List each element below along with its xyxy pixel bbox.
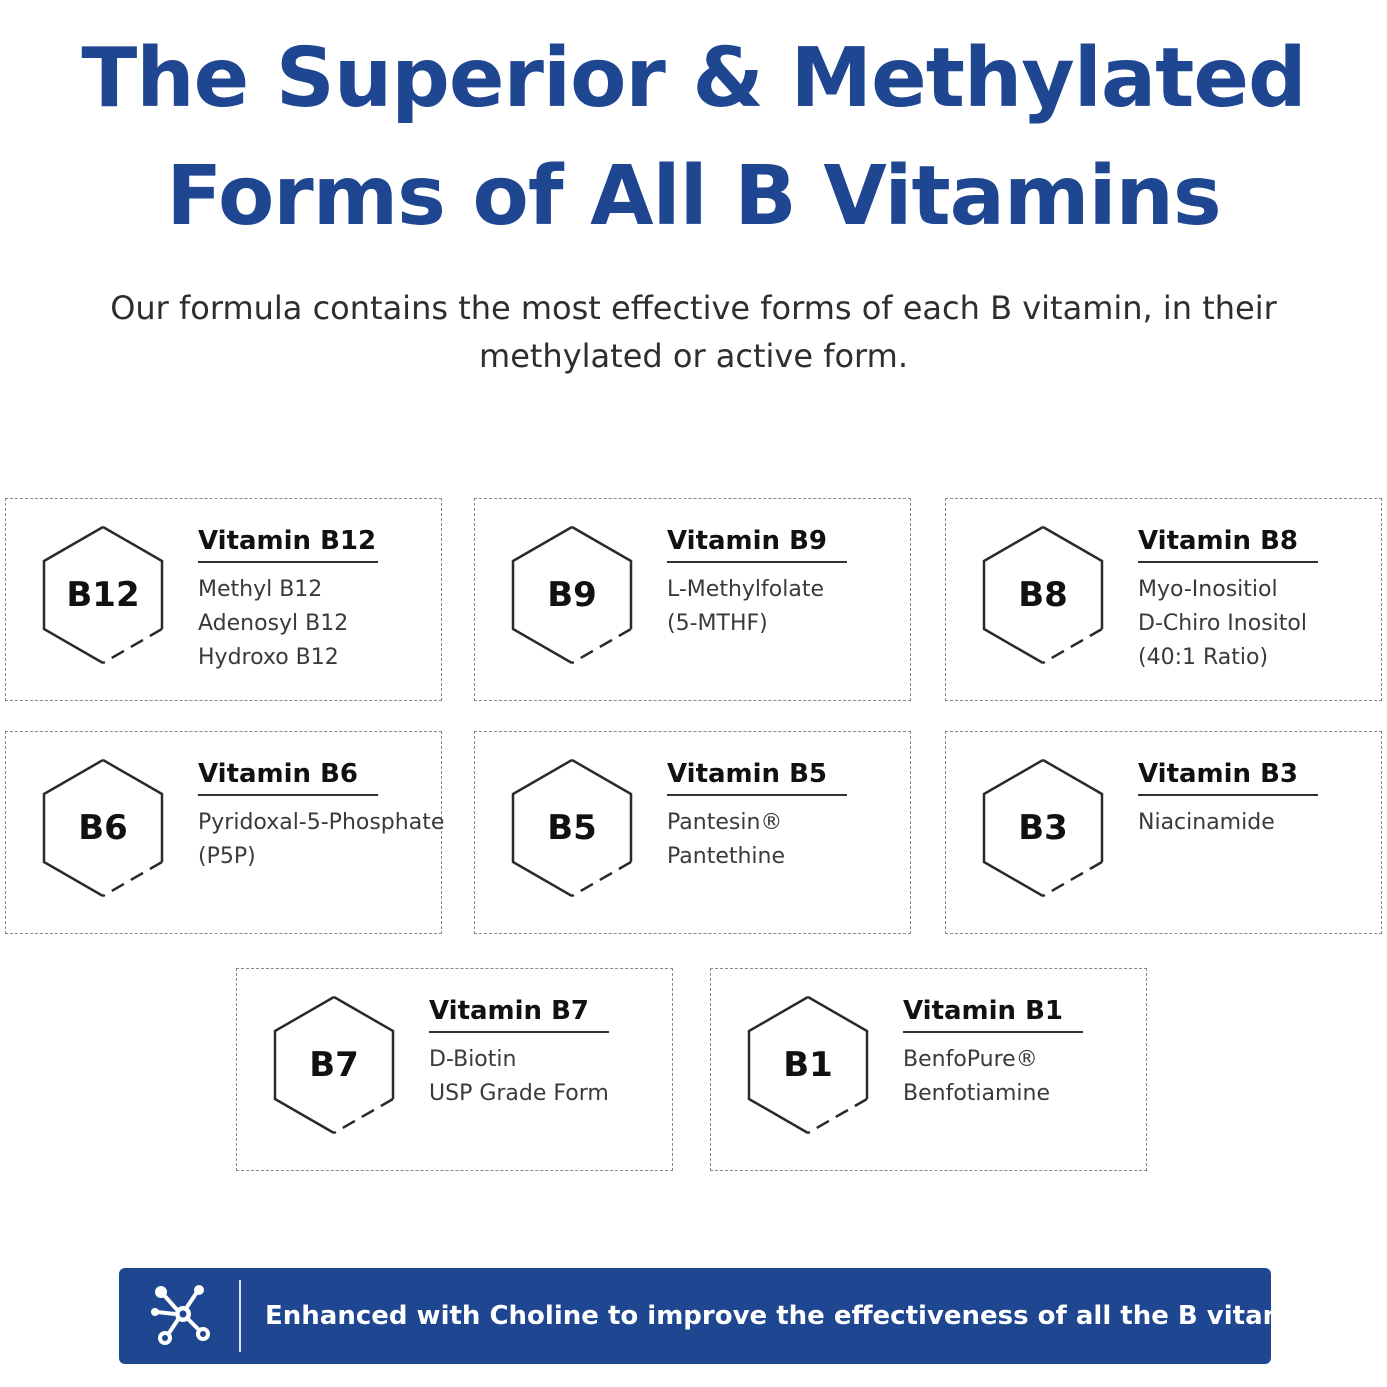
vitamin-card-b12 — [5, 498, 442, 701]
vitamin-title: Vitamin B3 — [1138, 756, 1318, 796]
vitamin-title: Vitamin B8 — [1138, 523, 1318, 563]
page-title-line-2: Forms of All B Vitamins — [166, 149, 1221, 244]
hexagon-icon — [38, 756, 168, 900]
vitamin-form: (P5P) — [198, 844, 256, 869]
vitamin-form: Myo-Inositiol — [1138, 577, 1278, 602]
banner-divider — [239, 1280, 241, 1352]
vitamin-forms-list — [429, 1043, 669, 1111]
vitamin-badge: B9 — [547, 575, 597, 615]
page-title — [0, 20, 1387, 256]
vitamin-forms-list — [667, 806, 907, 874]
hexagon-icon — [978, 523, 1108, 667]
vitamin-forms-list — [198, 573, 438, 675]
vitamin-card-b6 — [5, 731, 445, 934]
vitamin-card-b3 — [945, 731, 1382, 934]
hexagon-icon — [978, 756, 1108, 900]
vitamin-forms-list — [903, 1043, 1143, 1111]
vitamin-form: D-Chiro Inositol — [1138, 611, 1307, 636]
vitamin-form: (5-MTHF) — [667, 611, 768, 636]
vitamin-card-b7 — [236, 968, 673, 1171]
vitamin-form: D-Biotin — [429, 1047, 517, 1072]
hexagon-icon — [507, 756, 637, 900]
page-title-line-1: The Superior & Methylated — [81, 31, 1306, 126]
hexagon-icon — [743, 993, 873, 1137]
page-subtitle: Our formula contains the most effective forms of each B vitamin, in their methylated or active form. — [110, 289, 1277, 375]
choline-banner — [119, 1268, 1343, 1364]
vitamin-title: Vitamin B5 — [667, 756, 847, 796]
vitamin-card-b5 — [474, 731, 911, 934]
vitamin-card-b8 — [945, 498, 1382, 701]
vitamin-form: Benfotiamine — [903, 1081, 1051, 1106]
hexagon-icon — [507, 523, 637, 667]
vitamin-form: Niacinamide — [1138, 810, 1275, 835]
vitamin-badge: B8 — [1018, 575, 1068, 615]
hexagon-icon — [38, 523, 168, 667]
vitamin-form: Pantethine — [667, 844, 786, 869]
vitamin-forms-list — [1138, 573, 1378, 675]
vitamin-title: Vitamin B7 — [429, 993, 609, 1033]
vitamin-badge: B3 — [1018, 808, 1068, 848]
vitamin-badge: B5 — [547, 808, 597, 848]
vitamin-forms-list — [198, 806, 445, 874]
vitamin-card-b9 — [474, 498, 911, 701]
vitamin-title: Vitamin B9 — [667, 523, 847, 563]
vitamin-form: Hydroxo B12 — [198, 645, 339, 670]
vitamin-title: Vitamin B6 — [198, 756, 378, 796]
vitamin-title: Vitamin B12 — [198, 523, 378, 563]
banner-text: Enhanced with Choline to improve the effectiveness of all the B vitamins. — [265, 1301, 1343, 1331]
vitamin-form: USP Grade Form — [429, 1081, 609, 1106]
vitamin-badge: B6 — [78, 808, 128, 848]
vitamin-form: Pantesin® — [667, 810, 783, 835]
vitamin-forms-list — [667, 573, 907, 641]
vitamin-title: Vitamin B1 — [903, 993, 1083, 1033]
vitamin-badge: B7 — [309, 1045, 359, 1085]
vitamin-form: (40:1 Ratio) — [1138, 645, 1269, 670]
vitamin-badge: B12 — [66, 575, 140, 615]
vitamin-badge: B1 — [783, 1045, 833, 1085]
molecule-icon — [149, 1282, 217, 1350]
vitamin-forms-list — [1138, 806, 1378, 840]
vitamin-form: L-Methylfolate — [667, 577, 824, 602]
vitamin-form: Pyridoxal-5-Phosphate — [198, 810, 445, 835]
vitamin-form: Methyl B12 — [198, 577, 323, 602]
vitamin-form: BenfoPure® — [903, 1047, 1038, 1072]
vitamin-form: Adenosyl B12 — [198, 611, 349, 636]
hexagon-icon — [269, 993, 399, 1137]
vitamin-card-b1 — [710, 968, 1147, 1171]
